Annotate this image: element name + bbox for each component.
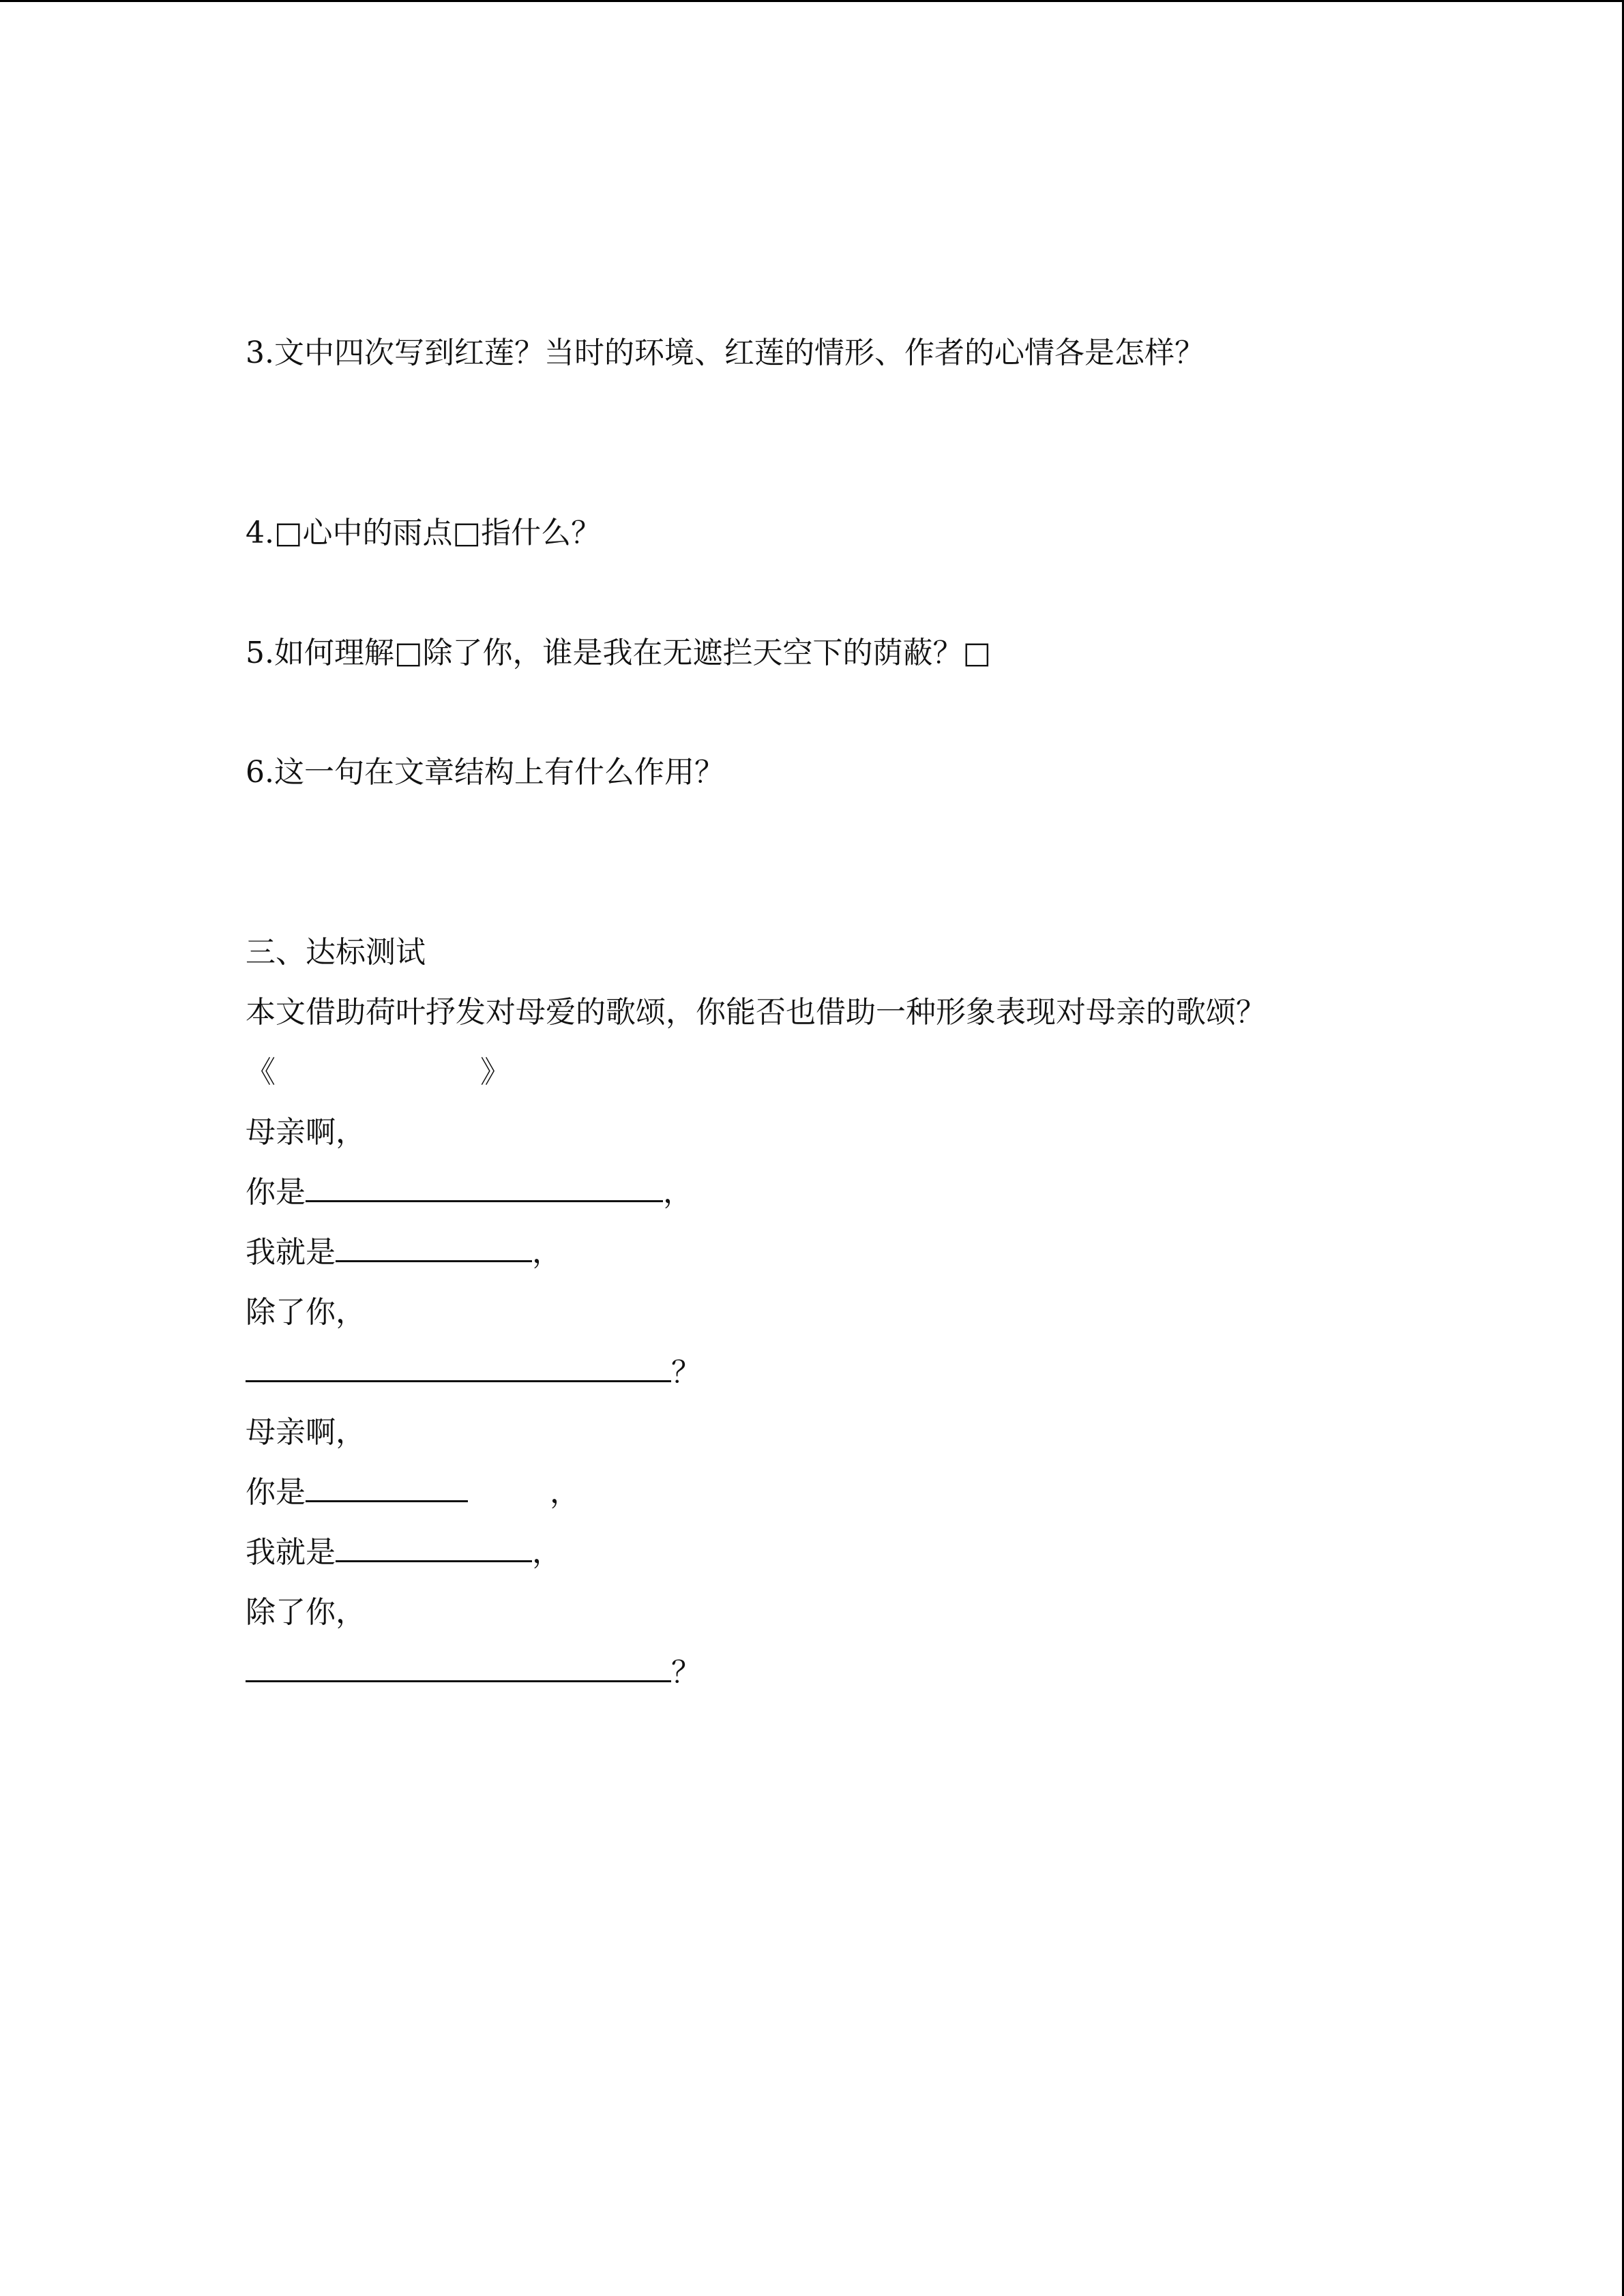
- fill-in-blank[interactable]: [306, 1173, 663, 1202]
- poem-title-brackets: [246, 1052, 510, 1093]
- stanza1-line3-prefix: 我就是: [246, 1235, 336, 1270]
- fill-in-blank[interactable]: [246, 1653, 671, 1682]
- stanza1-line2-suffix: ，: [663, 1175, 693, 1210]
- fill-in-blank[interactable]: [246, 1353, 671, 1382]
- stanza1-line3: [246, 1232, 562, 1273]
- section-prompt: 本文借助荷叶抒发对母爱的歌颂，你能否也借助一种形象表现对母亲的歌颂？: [246, 995, 1266, 1030]
- stanza2-line4: 除了你，: [246, 1595, 366, 1630]
- stanza2-line2-suffix: ，: [550, 1475, 580, 1510]
- stanza2-line5: [246, 1652, 701, 1693]
- title-open-bracket: 《: [246, 1055, 276, 1090]
- stanza1-line5-suffix: ？: [671, 1355, 701, 1390]
- question-3: 3.文中四次写到红莲？当时的环境、红莲的情形、作者的心情各是怎样？: [246, 336, 1205, 370]
- stanza2-line2-prefix: 你是: [246, 1475, 306, 1510]
- stanza1-line3-suffix: ，: [532, 1235, 562, 1270]
- fill-in-blank[interactable]: [336, 1533, 532, 1562]
- question-6: 6.这一句在文章结构上有什么作用？: [246, 755, 724, 790]
- stanza2-line3: [246, 1532, 562, 1573]
- stanza1-line2: [246, 1172, 693, 1213]
- stanza1-line5: [246, 1352, 701, 1393]
- section-heading: 三、达标测试: [246, 935, 426, 970]
- question-4: 4.□心中的雨点□指什么？: [246, 516, 602, 550]
- stanza1-line2-prefix: 你是: [246, 1175, 306, 1210]
- stanza2-line5-suffix: ？: [671, 1655, 701, 1690]
- title-close-bracket: 》: [480, 1055, 510, 1090]
- page-top-border: [0, 0, 1624, 2]
- fill-in-blank[interactable]: [306, 1473, 468, 1502]
- stanza2-line2: [246, 1472, 580, 1513]
- stanza1-line1: 母亲啊，: [246, 1115, 366, 1150]
- fill-in-blank[interactable]: [336, 1233, 532, 1262]
- stanza1-line4: 除了你，: [246, 1295, 366, 1330]
- stanza2-line3-prefix: 我就是: [246, 1535, 336, 1570]
- stanza2-line1: 母亲啊，: [246, 1415, 366, 1450]
- question-5: 5.如何理解□除了你，谁是我在无遮拦天空下的荫蔽？□: [246, 636, 992, 670]
- stanza2-line3-suffix: ，: [532, 1535, 562, 1570]
